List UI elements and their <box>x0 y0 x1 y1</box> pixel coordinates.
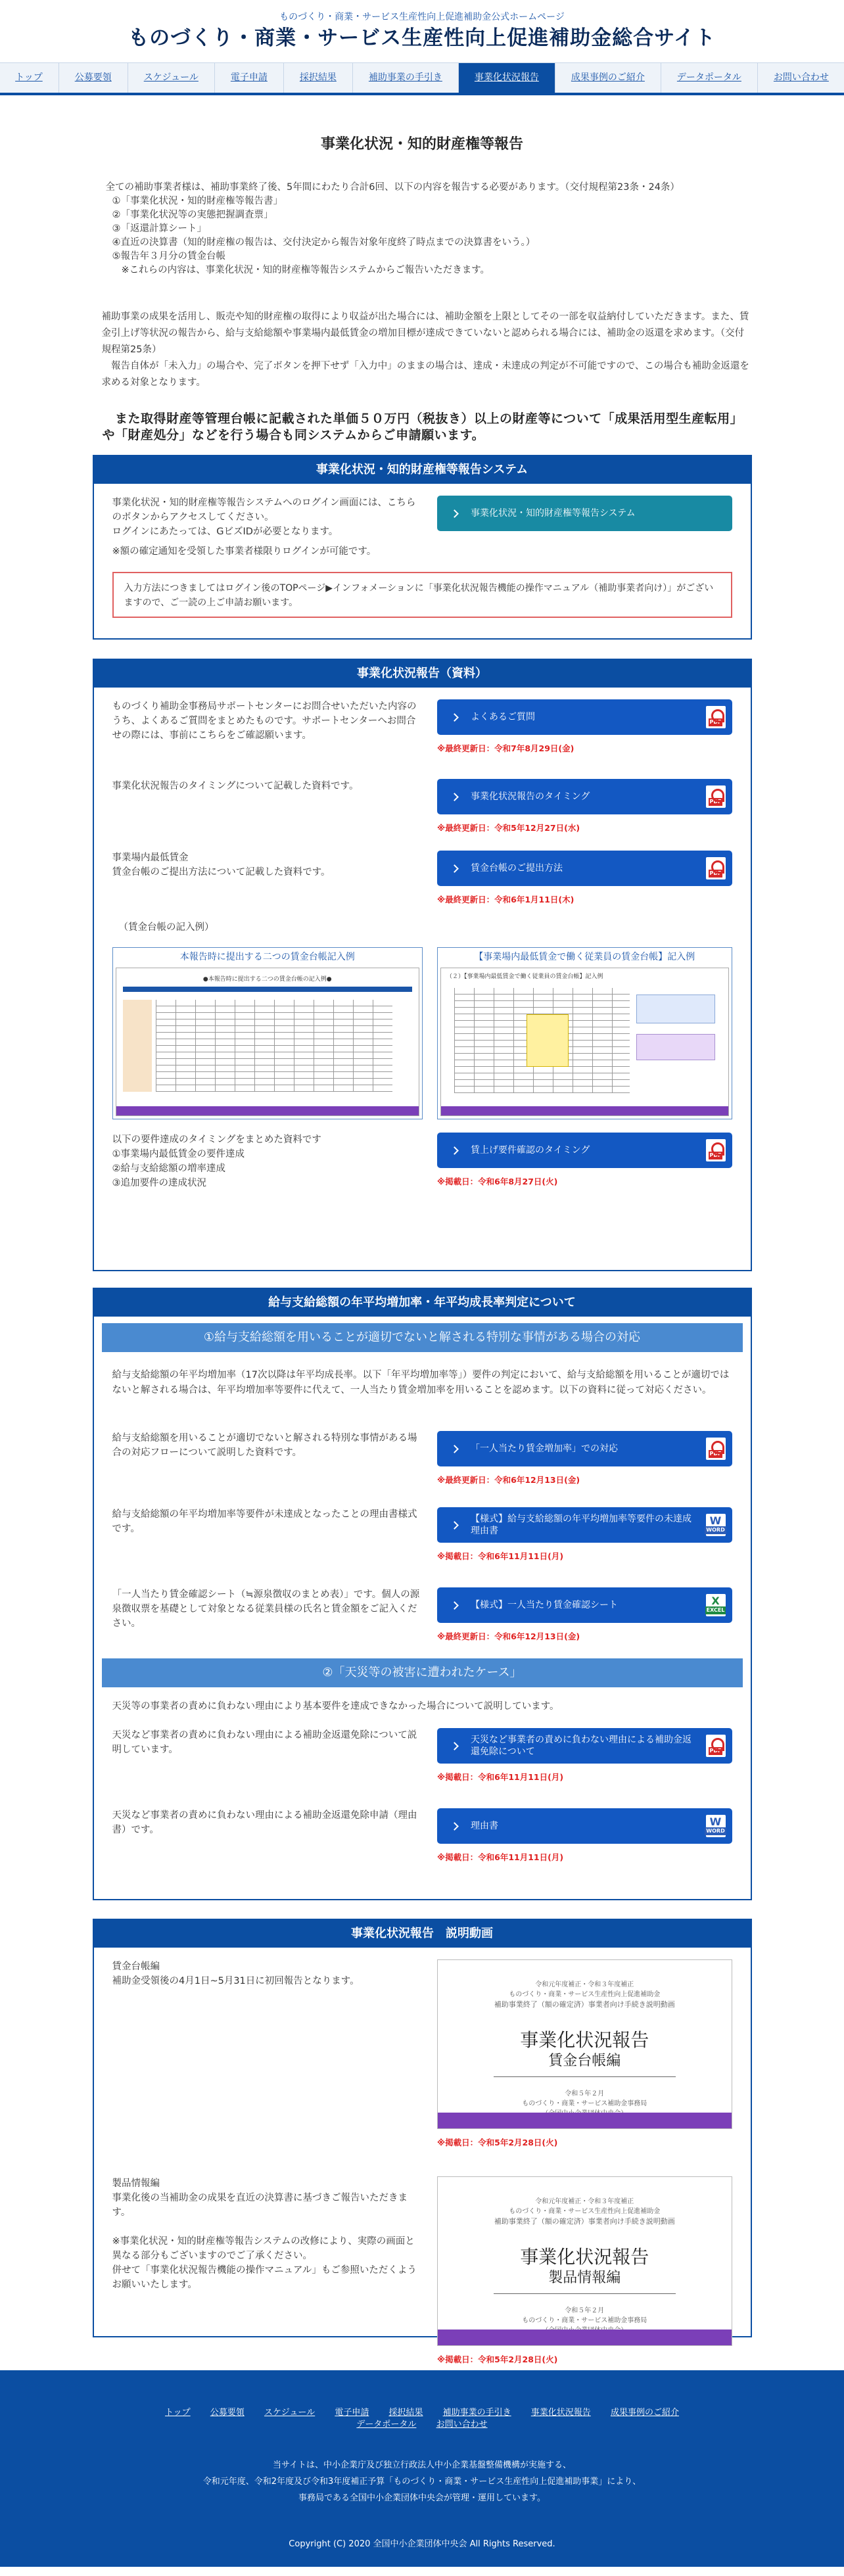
doc-description: ものづくり補助金事務局サポートセンターにお問合せいただいた内容のうち、よくあるご質問をまとめたものです。サポートセンターへお問合せの際には、事前にこちらをご確認願います。 <box>112 701 417 741</box>
product-info-video[interactable] <box>437 2176 732 2346</box>
wage-ledger-button[interactable] <box>437 851 732 886</box>
wage-ledger-example-1[interactable] <box>112 947 423 1119</box>
chevron-right-icon <box>450 1146 459 1155</box>
chevron-right-icon <box>450 713 459 722</box>
video-text: ものづくり・商業・サービス補助金事務局 <box>522 2100 647 2107</box>
video-description: 賃金台帳編 補助金受領後の4月1日~5月31日に初回報告となります。 <box>112 1961 360 1986</box>
footer-link[interactable]: 成果事例のご紹介 <box>610 2408 679 2418</box>
button-label: 事業化状況・知的財産権等報告システム <box>470 508 636 519</box>
system-text: ログインにあたっては、GビズIDが必要となります。 <box>112 527 339 537</box>
subsection-heading: ②「天災等の被害に遭われたケース」 <box>102 1658 743 1687</box>
button-label: 理由書 <box>470 1821 498 1831</box>
footer-link[interactable]: スケジュール <box>264 2408 316 2418</box>
pdf-icon: PDF <box>706 1735 726 1757</box>
pdf-icon: PDF <box>706 706 726 728</box>
section-heading: 給与支給総額の年平均増加率・年平均成長率判定について <box>94 1289 751 1317</box>
video-text: ものづくり・商業・サービス生産性向上促進補助金 <box>509 2208 661 2215</box>
nav-guide[interactable]: 補助事業の手引き <box>353 63 459 93</box>
button-label: 【様式】給与支給総額の年平均増加率等要件の未達成理由書 <box>470 1514 692 1536</box>
salary-growth-section <box>93 1288 752 1900</box>
footer-message <box>0 2457 844 2506</box>
repayment-paragraph: 補助事業の成果を活用し、販売や知的財産権の取得により収益が出た場合には、補助金額を上限としてその一部を収益納付していただきます。また、賃金引上げ等状況の報告から、給与支給総額や事業場内最低賃金の増加目標が達成できていないと認められる場合には、補助金の返還を求めます。（交付規程第25条） 報告自体が「未入力」の場合や、完了ボタンを押下せず「入力中」のままの場合は、達成・未達成の判定が不可能ですので、この場合も補助金返還を求める対象となります。 <box>101 312 749 388</box>
intro-item: ②「事業化状況等の実態把握調査票」 <box>112 210 273 220</box>
subsection-text: 天災等の事業者の責めに負わない理由により基本要件を達成できなかった場合について説明しています。 <box>112 1701 559 1712</box>
doc-description: 給与支給総額を用いることが適切でないと解される特別な事情がある場合の対応フローについて説明した資料です。 <box>112 1433 417 1458</box>
intro-item: ①「事業化状況・知的財産権等報告書」 <box>112 196 283 206</box>
update-date: ※掲載日：令和6年8月27日(火) <box>436 1177 558 1187</box>
faq-button[interactable] <box>437 699 732 735</box>
nav-top[interactable]: トップ <box>0 63 59 93</box>
footer-link[interactable]: データポータル <box>356 2420 417 2429</box>
chevron-right-icon <box>450 793 459 801</box>
post-date: ※掲載日：令和5年2月28日(火) <box>436 2354 558 2364</box>
footer-link[interactable]: 公募要領 <box>210 2408 245 2418</box>
site-title[interactable]: ものづくり・商業・サービス生産性向上促進補助金総合サイト <box>128 26 716 50</box>
manual-notice: 入力方法につきましてはログイン後のTOPページ▶インフォメーションに「事業化状況報告機能の操作マニュアル（補助事業者向け）」がございますので、ご一読の上ご申請お願います。 <box>112 572 732 618</box>
button-label: 事業化状況報告のタイミング <box>470 791 590 802</box>
disaster-exemption-button[interactable] <box>437 1728 732 1764</box>
video-text: 令和５年２月 <box>565 2090 605 2097</box>
section-heading: 事業化状況報告 説明動画 <box>94 1920 751 1948</box>
explainer-video-section <box>93 1919 752 2364</box>
footer-text: 事務局である全国中小企業団体中央会が管理・運用しています。 <box>298 2493 546 2503</box>
footer-link[interactable]: トップ <box>165 2408 191 2418</box>
intro-item: ④直近の決算書（知的財産権の報告は、交付決定から報告対象年度終了時点までの決算書をいう。） <box>112 237 536 248</box>
video-subtitle: 製品情報編 <box>548 2270 621 2286</box>
site-subtitle: ものづくり・商業・サービス生産性向上促進補助金公式ホームページ <box>279 12 565 22</box>
wage-ledger-video[interactable] <box>437 1959 732 2129</box>
update-date: ※最終更新日：令和5年12月27日(水) <box>436 823 580 833</box>
doc-description: 以下の要件達成のタイミングをまとめた資料です ①事業場内最低賃金の要件達成 ②給与支給総額の増率達成 ③追加要件の達成状況 <box>112 1135 321 1189</box>
report-system-section <box>93 455 752 640</box>
excel-icon: X EXCEL <box>706 1594 726 1616</box>
reason-letter-button[interactable] <box>437 1808 732 1844</box>
video-title: 事業化状況報告 <box>520 2246 649 2268</box>
video-text: 令和元年度補正・令和３年度補正 <box>535 1981 634 1988</box>
button-label: 賃金台帳のご提出方法 <box>470 863 563 874</box>
footer-link[interactable]: お問い合わせ <box>436 2420 488 2429</box>
subsection-text: 給与支給総額の年平均増加率（17次以降は年平均成長率。以下「年平均増加率等」）要件の判定において、給与支給総額を用いることが適切ではないと解される場合は、年平均増加率等要件に代えて、一人当たり賃金増加率を用いることを認めます。以下の資料に従って対応ください。 <box>112 1370 730 1395</box>
intro-item: ⑤報告年３月分の賃金台帳 <box>112 251 225 262</box>
video-text: 補助事業終了（額の確定済）事業者向け手続き説明動画 <box>494 2217 675 2226</box>
button-label: よくあるご質問 <box>470 712 535 722</box>
video-text: 補助事業終了（額の確定済）事業者向け手続き説明動画 <box>494 2000 675 2009</box>
video-text: 令和５年２月 <box>565 2307 605 2314</box>
report-timing-button[interactable] <box>437 779 732 814</box>
button-label: 「一人当たり賃金増加率」での対応 <box>470 1443 618 1454</box>
footer-link[interactable]: 採択結果 <box>388 2408 423 2418</box>
per-capita-wage-button[interactable] <box>437 1431 732 1466</box>
video-subtitle: 賃金台帳編 <box>548 2053 621 2069</box>
system-note: ※額の確定通知を受領した事業者様限りログインが可能です。 <box>112 546 377 557</box>
doc-description: 給与支給総額の年平均増加率等要件が未達成となったことの理由書様式です。 <box>112 1509 417 1534</box>
pdf-icon: PDF <box>706 1139 726 1161</box>
video-text: ものづくり・商業・サービス生産性向上促進補助金 <box>509 1991 661 1998</box>
subsection-heading: ①給与支給総額を用いることが適切でないと解される特別な事情がある場合の対応 <box>102 1323 743 1352</box>
site-header <box>0 0 844 62</box>
chevron-right-icon <box>450 1601 459 1610</box>
doc-description: 天災など事業者の責めに負わない理由による補助金返還免除申請（理由書）です。 <box>112 1810 417 1835</box>
button-label: 天災など事業者の責めに負わない理由による補助金返還免除について <box>470 1735 692 1757</box>
wage-ledger-example-2[interactable] <box>437 947 732 1119</box>
wage-check-sheet-button[interactable] <box>437 1587 732 1623</box>
page-title: 事業化状況・知的財産権等報告 <box>320 136 523 152</box>
footer-links <box>0 2419 844 2431</box>
footer-links <box>0 2407 844 2419</box>
ledger-image: ●本報告時に提出する二つの賃金台帳の記入例● <box>116 968 419 1116</box>
doc-description: 天災など事業者の責めに負わない理由による補助金返還免除について説明しています。 <box>112 1730 417 1755</box>
footer-link[interactable]: 事業化状況報告 <box>530 2408 591 2418</box>
asset-notice: また取得財産等管理台帳に記載された単価５０万円（税抜き）以上の財産等について「成果活用型生産転用」や「財産処分」などを行う場合も同システムからご申請願います。 <box>102 411 743 442</box>
update-date: ※最終更新日：令和6年12月13日(金) <box>436 1475 580 1485</box>
section-heading: 事業化状況報告（資料） <box>94 660 751 688</box>
footer-link[interactable]: 補助事業の手引き <box>442 2408 511 2418</box>
doc-description: 事業場内最低賃金 賃金台帳のご提出方法について記載した資料です。 <box>112 853 331 878</box>
footer-text: 当サイトは、中小企業庁及び独立行政法人中小企業基盤整備機構が実施する、 <box>272 2460 572 2470</box>
thumb-caption: 本報告時に提出する二つの賃金台帳記入例 <box>179 952 355 963</box>
nav-schedule[interactable]: スケジュール <box>128 63 215 93</box>
main-content <box>93 125 752 2364</box>
update-date: ※掲載日：令和6年11月11日(月) <box>436 1551 564 1561</box>
chevron-right-icon <box>450 1445 459 1453</box>
wage-increase-timing-button[interactable] <box>437 1133 732 1168</box>
nav-contact[interactable]: お問い合わせ <box>758 63 844 93</box>
doc-description: 「一人当たり賃金確認シート（≒源泉徴収のまとめ表）」です。個人の源泉徴収票を基礎として対象となる従業員様の氏名と賃金額をご記入ください。 <box>112 1589 420 1629</box>
word-icon: W WORD <box>706 1815 726 1837</box>
update-date: ※掲載日：令和6年11月11日(月) <box>436 1852 564 1862</box>
update-date: ※最終更新日：令和7年8月29日(金) <box>436 743 574 753</box>
chevron-right-icon <box>450 1742 459 1750</box>
copyright: Copyright (C) 2020 全国中小企業団体中央会 All Rights Reserved. <box>289 2539 555 2549</box>
report-docs-section <box>93 659 752 1271</box>
video-text: 令和元年度補正・令和３年度補正 <box>535 2198 634 2205</box>
intro-line: 全ての補助事業者様は、補助事業終了後、5年間にわたり合計6回、以下の内容を報告する必要があります。（交付規程第23条・24条） <box>105 182 680 193</box>
global-nav <box>0 62 844 95</box>
ledger-image: （２）【事業場内最低賃金で働く従業員の賃金台帳】記入例 <box>440 968 729 1116</box>
system-text: 事業化状況・知的財産権等報告システムへのログイン画面には、こちらのボタンからアクセスしてください。 <box>112 498 416 523</box>
nav-results[interactable]: 採択結果 <box>284 63 353 93</box>
word-icon: W WORD <box>706 1514 726 1536</box>
nav-data-portal[interactable]: データポータル <box>661 63 758 93</box>
pdf-icon: PDF <box>706 785 726 808</box>
pdf-icon: PDF <box>706 1438 726 1460</box>
footer-link[interactable]: 電子申請 <box>335 2408 369 2418</box>
doc-description: 事業化状況報告のタイミングについて記載した資料です。 <box>112 781 359 791</box>
video-description: 製品情報編 事業化後の当補助金の成果を直近の決算書に基づきご報告いただきます。 ※事業化状況・知的財産権等報告システムの改修により、実際の画面と異なる部分もございますのでご了承ください。 併せて「事業化状況報告機能の操作マニュアル」もご参照いただくようお願いいたします。 <box>112 2178 417 2290</box>
video-text: ものづくり・商業・サービス補助金事務局 <box>522 2317 647 2324</box>
pdf-icon: PDF <box>706 857 726 879</box>
button-label: 賃上げ要件確認のタイミング <box>470 1145 590 1156</box>
section-heading: 事業化状況・知的財産権等報告システム <box>94 456 751 484</box>
intro-item: ③「返還計算シート」 <box>112 223 206 234</box>
update-date: ※掲載日：令和6年11月11日(月) <box>436 1772 564 1782</box>
video-title: 事業化状況報告 <box>520 2029 649 2051</box>
nav-guidelines[interactable]: 公募要領 <box>59 63 128 93</box>
chevron-right-icon <box>450 864 459 873</box>
site-footer <box>0 2370 844 2567</box>
intro-note: ※これらの内容は、事業化状況・知的財産権等報告システムからご報告いただきます。 <box>121 265 490 275</box>
nav-case-studies[interactable]: 成果事例のご紹介 <box>555 63 661 93</box>
post-date: ※掲載日：令和5年2月28日(火) <box>436 2138 558 2147</box>
intro-block <box>93 181 752 277</box>
chevron-right-icon <box>450 1822 459 1831</box>
update-date: ※最終更新日：令和6年12月13日(金) <box>436 1631 580 1641</box>
nav-e-application[interactable]: 電子申請 <box>215 63 284 93</box>
footer-text: 令和元年度、令和2年度及び令和3年度補正予算「ものづくり・商業・サービス生産性向上促進補助事業」により、 <box>202 2477 642 2487</box>
example-label: （賃金台帳の記入例） <box>118 922 214 933</box>
thumb-caption: 【事業場内最低賃金で働く従業員の賃金台帳】記入例 <box>474 952 695 963</box>
update-date: ※最終更新日：令和6年1月11日(木) <box>436 895 574 904</box>
button-label: 【様式】一人当たり賃金確認シート <box>470 1600 618 1610</box>
reason-form-button[interactable] <box>437 1507 732 1543</box>
chevron-right-icon <box>450 1521 459 1530</box>
report-system-button[interactable] <box>437 496 732 531</box>
nav-business-report[interactable]: 事業化状況報告 <box>459 63 555 93</box>
chevron-right-icon <box>450 509 459 518</box>
